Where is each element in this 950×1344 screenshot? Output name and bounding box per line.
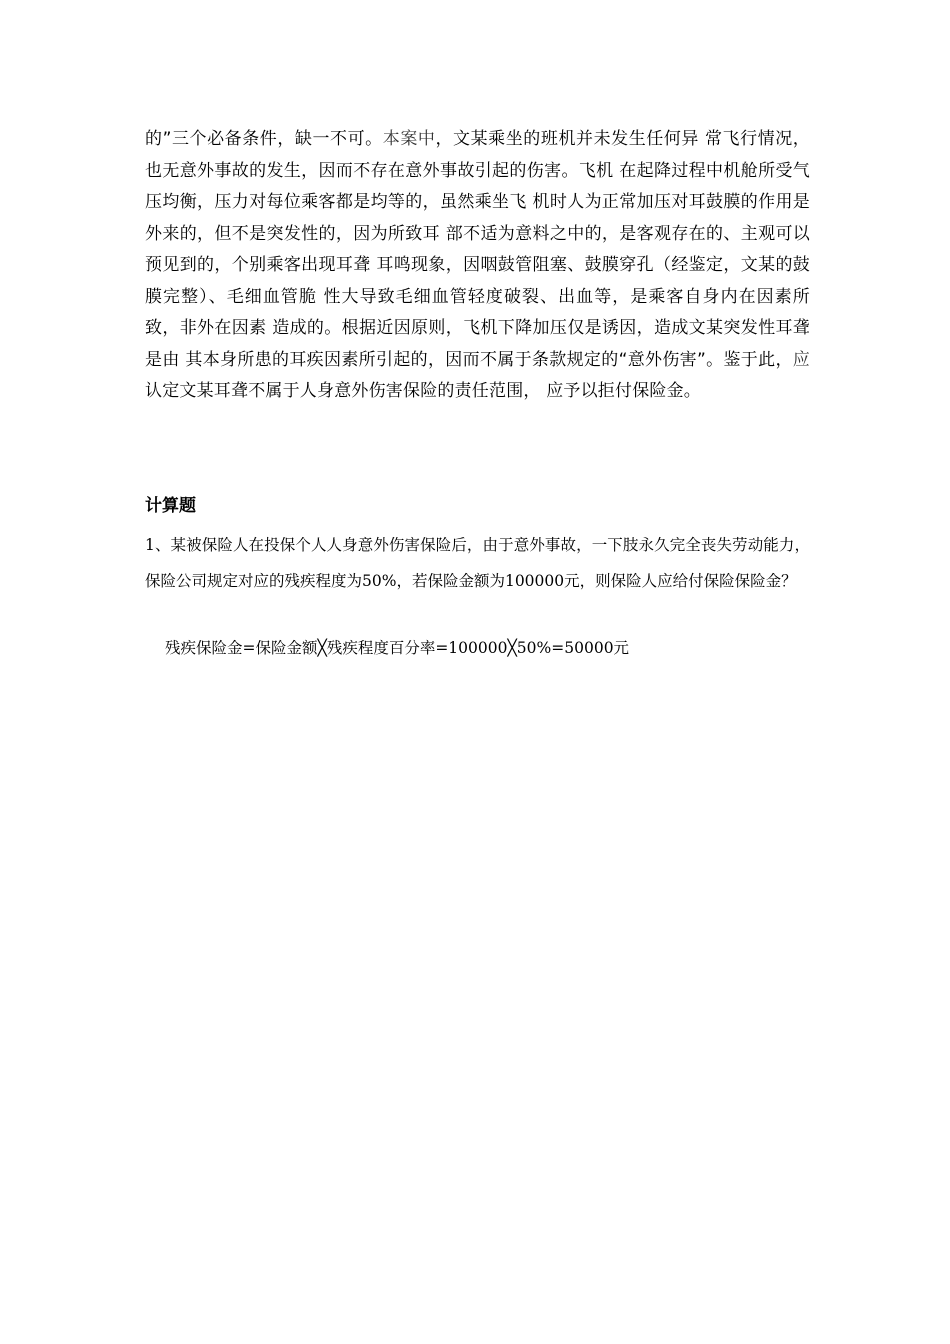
paragraph-segment-1: 的”三个必备条件，缺一不可。 xyxy=(145,129,383,149)
section-title: 计算题 xyxy=(145,496,196,516)
paragraph-segment-3: ，文某乘坐的班机并未发生任何异 常飞行情况，也无意外事故的发生，因而不存在意外事故引起的伤害。飞机 在起降过程中机舱所受气压均衡，压力对每位乘客都是均等的，虽然乘坐飞 机时人为正常加压对耳鼓膜的作用是外来的，但不是突发性的，因为所致耳 部不适为意料之中的，是客观存在的、主观可以预见到的，个别乘客出现耳聋 耳鸣现象，因咽鼓管阻塞、鼓膜穿孔（经鉴定，文某的鼓膜完整）、毛细血管脆 性大导致毛细血管轻度破裂、出血等，是乘客自身内在因素所致，非外在因素 造成的。根据近因原则，飞机下降加压仅是诱因，造成文某突发性耳聋是由 其本身所患的耳疾因素所引起的，因而不属于条款规定的“意外伤害”。鉴于此， xyxy=(145,129,810,370)
paragraph-segment-should: 应 xyxy=(792,349,810,370)
answer-formula: 残疾保险金=保险金额╳残疾程度百分率=100000╳50%=50000元 xyxy=(165,639,630,657)
question-text: 1、某被保险人在投保个人人身意外伤害保险后，由于意外事故，一下肢永久完全丧失劳动能力，保险公司规定对应的残疾程度为50%，若保险金额为100000元，则保险人应给付保险保险金？ xyxy=(145,536,810,590)
paragraph-segment-case: 本案中 xyxy=(382,129,436,149)
paragraph-segment-5: 认定文某耳聋不属于人身意外伤害保险的责任范围， 应予以拒付保险金。 xyxy=(145,381,702,401)
case-analysis-paragraph xyxy=(145,124,810,408)
